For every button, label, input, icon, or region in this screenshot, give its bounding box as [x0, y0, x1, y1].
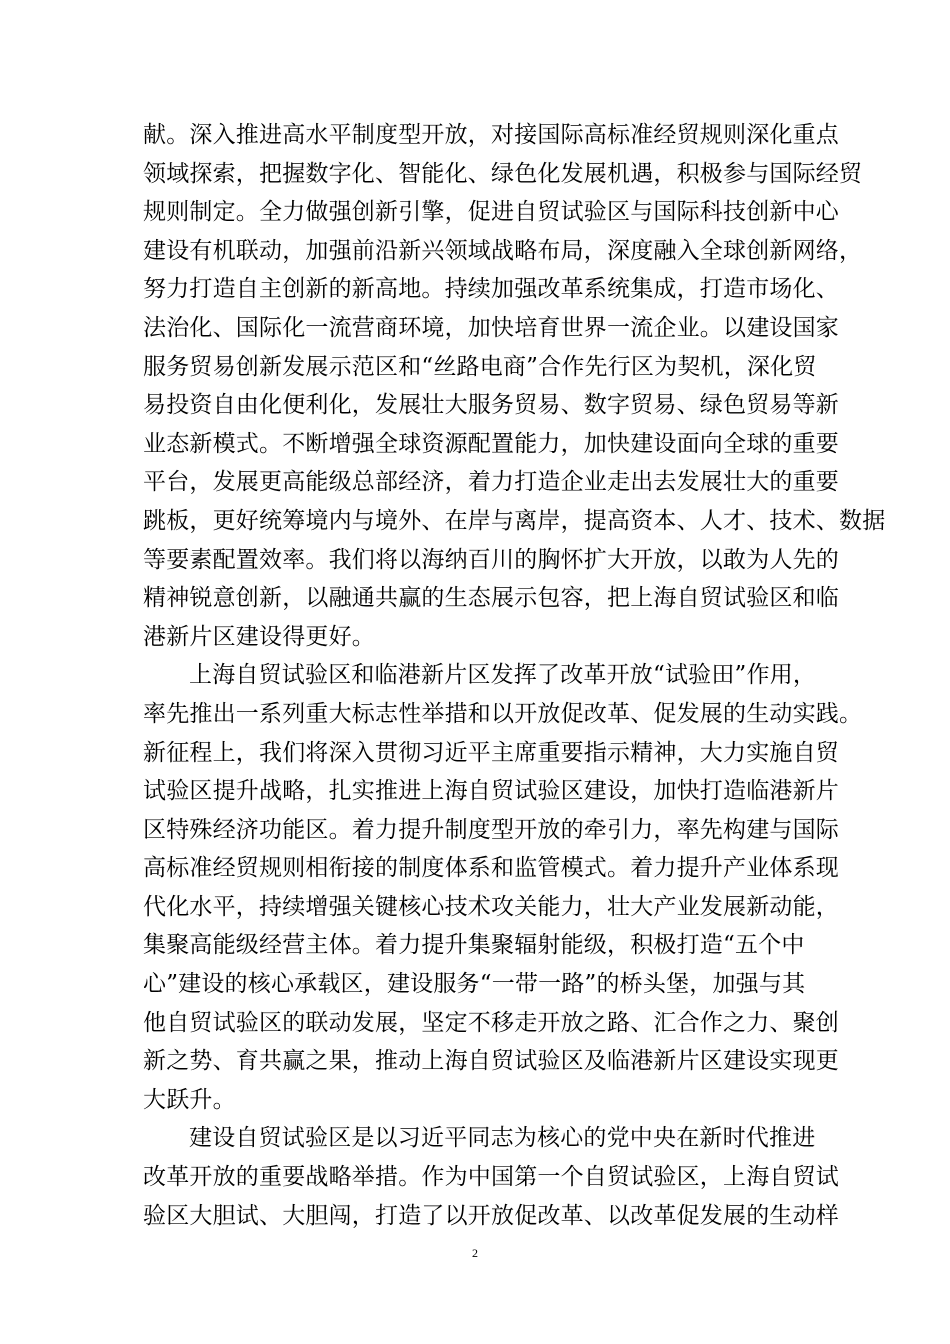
text-line: 精神锐意创新，以融通共赢的生态展示包容，把上海自贸试验区和临: [143, 585, 839, 612]
text-line: 新征程上，我们将深入贯彻习近平主席重要指示精神，大力实施自贸: [143, 739, 839, 766]
text-line: 业态新模式。不断增强全球资源配置能力，加快建设面向全球的重要: [143, 430, 839, 457]
text-line: 服务贸易创新发展示范区和“丝路电商”合作先行区为契机，深化贸: [143, 353, 817, 380]
text-line: 跳板，更好统筹境内与境外、在岸与离岸，提高资本、人才、技术、数据: [143, 507, 886, 534]
text-line: 平台，发展更高能级总部经济，着力打造企业走出去发展壮大的重要: [143, 469, 839, 496]
text-line: 新之势、育共赢之果，推动上海自贸试验区及临港新片区建设实现更: [143, 1048, 839, 1075]
text-line-indented: 上海自贸试验区和临港新片区发挥了改革开放“试验田”作用，: [189, 662, 817, 689]
text-line: 集聚高能级经营主体。着力提升集聚辐射能级，积极打造“五个中: [143, 932, 805, 959]
text-line: 领域探索，把握数字化、智能化、绿色化发展机遇，积极参与国际经贸: [143, 160, 863, 187]
text-line: 等要素配置效率。我们将以海纳百川的胸怀扩大开放，以敢为人先的: [143, 546, 839, 573]
body-text: [143, 116, 886, 1235]
text-line: 法治化、国际化一流营商环境，加快培育世界一流企业。以建设国家: [143, 314, 839, 341]
paragraph-3: [143, 1119, 839, 1235]
text-line: 区特殊经济功能区。着力提升制度型开放的牵引力，率先构建与国际: [143, 816, 839, 843]
text-line: 验区大胆试、大胆闯，打造了以开放促改革、以改革促发展的生动样: [143, 1202, 839, 1229]
text-line: 献。深入推进高水平制度型开放，对接国际高标准经贸规则深化重点: [143, 122, 839, 148]
text-line: 心”建设的核心承载区，建设服务“一带一路”的桥头堡，加强与其: [143, 971, 806, 998]
paragraph-1: [143, 116, 886, 656]
text-line-indented: 建设自贸试验区是以习近平同志为核心的党中央在新时代推进: [189, 1125, 816, 1152]
text-line: 大跃升。: [143, 1086, 236, 1113]
page-number: 2: [472, 1246, 478, 1260]
paragraph-2: [143, 656, 863, 1119]
text-line: 易投资自由化便利化，发展壮大服务贸易、数字贸易、绿色贸易等新: [143, 392, 839, 419]
text-line: 港新片区建设得更好。: [143, 623, 375, 650]
text-line: 代化水平，持续增强关键核心技术攻关能力，壮大产业发展新动能，: [143, 893, 839, 920]
text-line: 率先推出一系列重大标志性举措和以开放促改革、促发展的生动实践。: [143, 700, 863, 727]
text-line: 规则制定。全力做强创新引擎，促进自贸试验区与国际科技创新中心: [143, 199, 839, 226]
text-line: 试验区提升战略，扎实推进上海自贸试验区建设，加快打造临港新片: [143, 778, 839, 805]
text-line: 努力打造自主创新的新高地。持续加强改革系统集成，打造市场化、: [143, 276, 839, 303]
text-line: 他自贸试验区的联动发展，坚定不移走开放之路、汇合作之力、聚创: [143, 1009, 839, 1036]
text-line: 改革开放的重要战略举措。作为中国第一个自贸试验区，上海自贸试: [143, 1164, 839, 1191]
text-line: 建设有机联动，加强前沿新兴领域战略布局，深度融入全球创新网络，: [143, 237, 863, 264]
text-line: 高标准经贸规则相衔接的制度体系和监管模式。着力提升产业体系现: [143, 855, 839, 882]
